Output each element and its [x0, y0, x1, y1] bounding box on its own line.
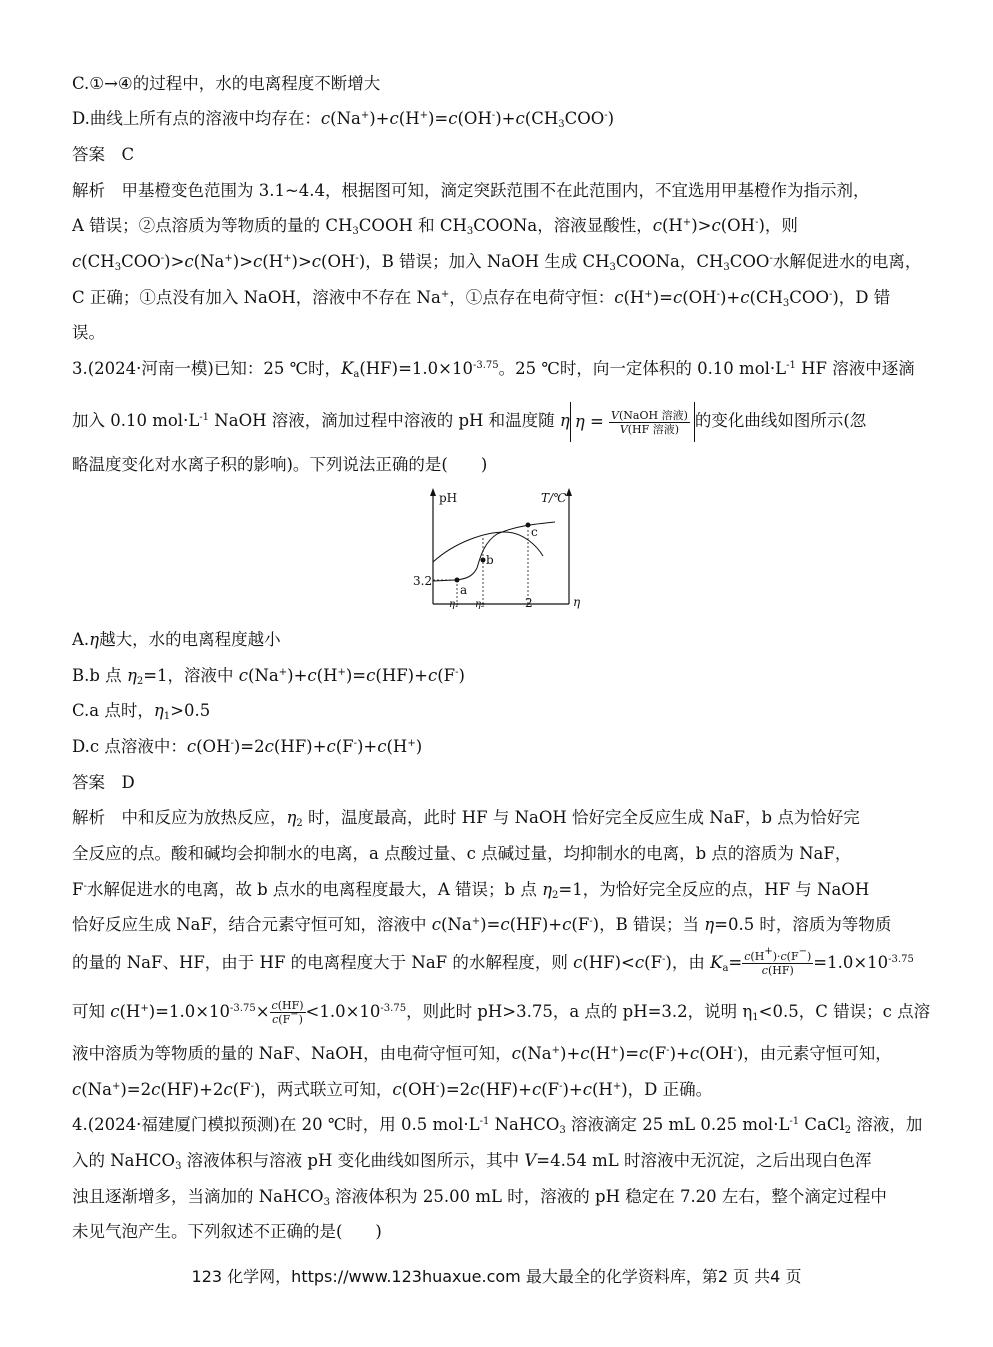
- point-a-label: a: [460, 583, 468, 597]
- q3-explanation-line4: 恰好反应生成 NaF，结合元素守恒可知，溶液中 c(Na+)=c(HF)+c(F-)，B 错误；当 η=0.5 时，溶质为等物质: [72, 915, 892, 934]
- q2-explanation-line2: A 错误；②点溶质为等物质的量的 $CH_3COOH$ 和 $CH_3COONa$，溶液显酸性，c(H+)>c(OH-)，则: [72, 216, 798, 237]
- q3-explanation-line6: 可知 $c(H^+)=1.0\times 10^{-3.75}\times$ $\frac{c(HF)}{c(F^-)}$ $<1.0\times 10^{-3.75}$，则此时 pH>3.75，a 点的 pH=3.2，说明 $\eta_1<0.5$，C 错误；c 点溶: [72, 999, 931, 1026]
- q2-explanation-line4: C 正确；①点没有加入 NaOH，溶液中不存在 Na+，①点存在电荷守恒：$c(H^+)=c(OH^-)+c(CH_3COO^-)$，D 错: [72, 288, 891, 309]
- q3-explanation-line1: 解析 中和反应为放热反应，$\eta_2$ 时，温度最高，此时 HF 与 NaOH 恰好完全反应生成 NaF，b 点为恰好完: [72, 808, 860, 829]
- q2-answer: 答案 C: [72, 145, 135, 164]
- x-tick-eta1: η₁: [449, 599, 459, 610]
- page-footer: 123 化学网，https://www.123huaxue.com 最大最全的化学资料库，第2 页 共4 页: [191, 1267, 802, 1286]
- q4-line1: 4.(2024·福建厦门模拟预测)在 20 ℃时，用 0.5 $mol\cdot L^{-1}$ NaHCO$_3$ 溶液滴定 25 mL 0.25 $mol\cdot L^{-1}$ CaCl$_2$ 溶液，加: [72, 1115, 923, 1136]
- point-c-label: c: [531, 525, 538, 539]
- q3-option-c-suffix: >0.5: [170, 701, 211, 720]
- left-axis-arrow: [430, 488, 436, 496]
- q3-explanation-line5: 的量的 NaF、HF，由于 HF 的电离程度大于 NaF 的水解程度，则 c(HF)<c(F-)，由 $K_a=$ $\frac{c(H^+)\cdot c(F^-)}{c(HF)}$ $=1.0\times 10^{-3.75}$: [72, 946, 914, 977]
- y-left-label: pH: [439, 491, 458, 505]
- q3-intro-line1: 3.(2024·河南一模)已知：25 ℃时，$K_a(HF)=1.0\times 10^{-3.75}$。25 ℃时，向一定体积的 0.10 $mol\cdot L^{-1}$ HF 溶液中逐滴: [72, 359, 915, 380]
- q3-explanation-line3: F-水解促进水的电离，故 b 点水的电离程度最大，A 错误；b 点 $\eta_2=1$，为恰好完全反应的点，HF 与 NaOH: [72, 880, 870, 901]
- q3-option-a: A.η越大，水的电离程度越小: [72, 630, 281, 649]
- point-b-marker: [481, 558, 486, 563]
- q3-option-d: D.c 点溶液中：c(OH-)=2c(HF)+c(F-)+c(H+): [72, 737, 423, 756]
- q3-intro-prefix: 3.(2024·河南一模)已知：25 ℃时，: [72, 359, 342, 378]
- q2-option-c: C.①→④的过程中，水的电离程度不断增大: [72, 74, 381, 93]
- point-c-marker: [526, 523, 531, 528]
- q3-option-c: C.a 点时，$\eta_1>0.5$: [72, 701, 211, 722]
- point-a-marker: [455, 578, 460, 583]
- y-tick-3-2: 3.2: [413, 574, 433, 588]
- x-label: η: [573, 595, 581, 609]
- x-tick-2: 2: [525, 596, 533, 610]
- q3-intro-line2: 加入 0.10 $mol\cdot L^{-1}$ NaOH 溶液，滴加过程中溶液的 pH 和温度随 η η = $\frac{\text{V(NaOH 溶液)}}{\text{V(HF 溶液)}}$ 的变化曲线如图所示(忽: [72, 398, 922, 444]
- right-axis-arrow: [566, 488, 572, 496]
- q3-intro-line3: 略温度变化对水离子积的影响)。下列说法正确的是( ): [72, 455, 488, 474]
- q2-explanation-line3: $c(CH_3COO^-)>c(Na^+)>c(H^+)>c(OH^-)$，B 错误；加入 NaOH 生成 $CH_3COONa$，$CH_3COO^-$水解促进水的电离，: [72, 252, 922, 273]
- q3-option-a-text: 越大，水的电离程度越小: [99, 630, 281, 649]
- q2-explanation-line5: 误。: [72, 323, 105, 342]
- x-tick-eta2: η₂: [475, 599, 485, 610]
- q3-explanation-line7: 液中溶质为等物质的量的 NaF、NaOH，由电荷守恒可知，c(Na+)+c(H+)=c(F-)+c(OH-)，由元素守恒可知，: [72, 1044, 892, 1063]
- q4-line3: 浊且逐渐增多，当滴加的 NaHCO$_3$ 溶液体积为 25.00 mL 时，溶液的 pH 稳定在 7.20 左右，整个滴定过程中: [72, 1187, 887, 1208]
- q4-line4: 未见气泡产生。下列叙述不正确的是( ): [72, 1222, 382, 1241]
- y-right-label: T/℃: [541, 491, 567, 505]
- eta-definition: η = $\frac{\text{V(NaOH 溶液)}}{\text{V(HF 溶液)}}$: [570, 402, 695, 442]
- q2-option-d: D.曲线上所有点的溶液中均存在：$c(Na^+)+c(H^+)=c(OH^-)+c(CH_3COO^-)$: [72, 109, 615, 130]
- ph-temperature-chart: [405, 484, 595, 614]
- q2-option-d-prefix: D.曲线上所有点的溶液中均存在：: [72, 109, 321, 128]
- q3-answer: 答案 D: [72, 773, 135, 792]
- q3-explanation-line8: c(Na+)=2c(HF)+2c(F-)，两式联立可知，c(OH-)=2c(HF)+c(F-)+c(H+)，D 正确。: [72, 1080, 713, 1099]
- q3-option-b: B.b 点 $\eta_2=1$，溶液中 c(Na+)+c(H+)=c(HF)+c(F-): [72, 666, 465, 687]
- point-b-label: b: [486, 553, 494, 567]
- q4-line2: 入的 NaHCO$_3$ 溶液体积与溶液 pH 变化曲线如图所示，其中 V=4.54 mL 时溶液中无沉淀，之后出现白色浑: [72, 1151, 872, 1172]
- q3-explanation-line2: 全反应的点。酸和碱均会抑制水的电离，a 点酸过量、c 点碱过量，均抑制水的电离，b 点的溶质为 NaF，: [72, 844, 852, 863]
- q2-explanation-line1: 解析 甲基橙变色范围为 3.1~4.4，根据图可知，滴定突跃范围不在此范围内，不宜选用甲基橙作为指示剂，: [72, 181, 870, 200]
